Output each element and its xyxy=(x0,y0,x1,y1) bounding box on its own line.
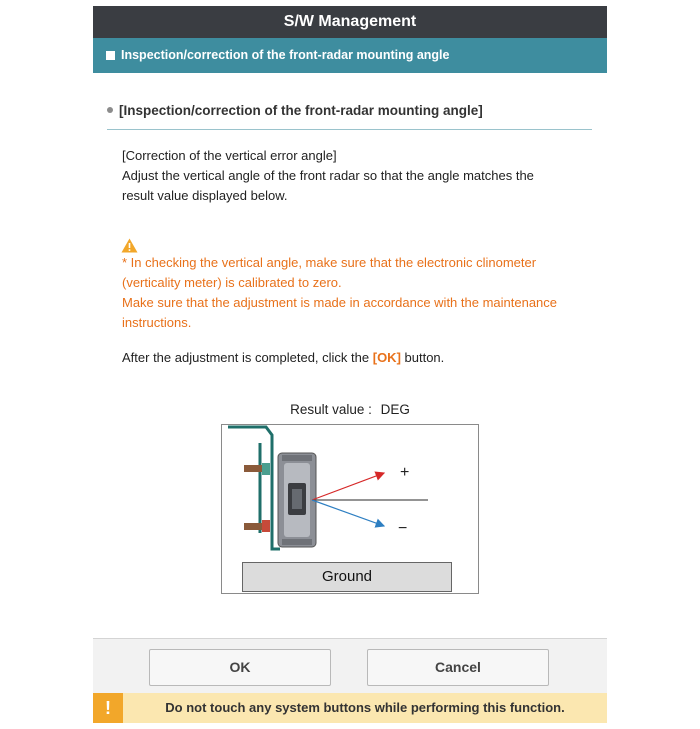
warning-triangle-icon xyxy=(121,238,138,253)
subheader-bar xyxy=(93,38,607,73)
square-bullet-icon xyxy=(106,51,115,60)
ground-label: Ground xyxy=(242,562,452,592)
ok-reference: [OK] xyxy=(372,350,401,365)
plus-label: + xyxy=(400,464,410,481)
instruction-line-2: Adjust the vertical angle of the front radar so that the angle matches the xyxy=(122,168,534,183)
subheader-label: Inspection/correction of the front-radar mounting angle xyxy=(121,48,450,62)
minus-label: − xyxy=(398,520,408,537)
bullet-icon xyxy=(107,107,113,113)
section-heading xyxy=(107,103,592,130)
warning-text xyxy=(122,253,592,333)
after-text-end: button. xyxy=(400,350,445,365)
instruction-line-3: result value displayed below. xyxy=(122,188,288,203)
window-title: S/W Management xyxy=(93,6,607,38)
instruction-line-1: [Correction of the vertical error angle] xyxy=(122,148,337,163)
notice-bar xyxy=(93,693,607,723)
instruction-block xyxy=(122,146,534,206)
radar-angle-diagram xyxy=(221,424,479,594)
sw-management-dialog xyxy=(93,6,607,723)
warning-line-2: (verticality meter) is calibrated to zero. xyxy=(122,275,342,290)
result-value xyxy=(93,402,607,417)
exclamation-icon: ! xyxy=(93,693,123,723)
warning-line-3: Make sure that the adjustment is made in accordance with the maintenance xyxy=(122,295,558,310)
after-text-start: After the adjustment is completed, click the xyxy=(122,350,373,365)
result-label: Result value : xyxy=(290,402,376,417)
warning-line-4: instructions. xyxy=(122,315,192,330)
warning-line-1: * In checking the vertical angle, make sure that the electronic clinometer xyxy=(122,255,537,270)
after-adjustment-text xyxy=(122,348,444,368)
notice-text: Do not touch any system buttons while performing this function. xyxy=(165,700,565,715)
section-heading-text: [Inspection/correction of the front-radar mounting angle] xyxy=(119,103,483,118)
result-unit: DEG xyxy=(380,402,410,417)
cancel-button[interactable]: Cancel xyxy=(367,649,549,686)
button-bar xyxy=(93,638,607,694)
ok-button[interactable]: OK xyxy=(149,649,331,686)
